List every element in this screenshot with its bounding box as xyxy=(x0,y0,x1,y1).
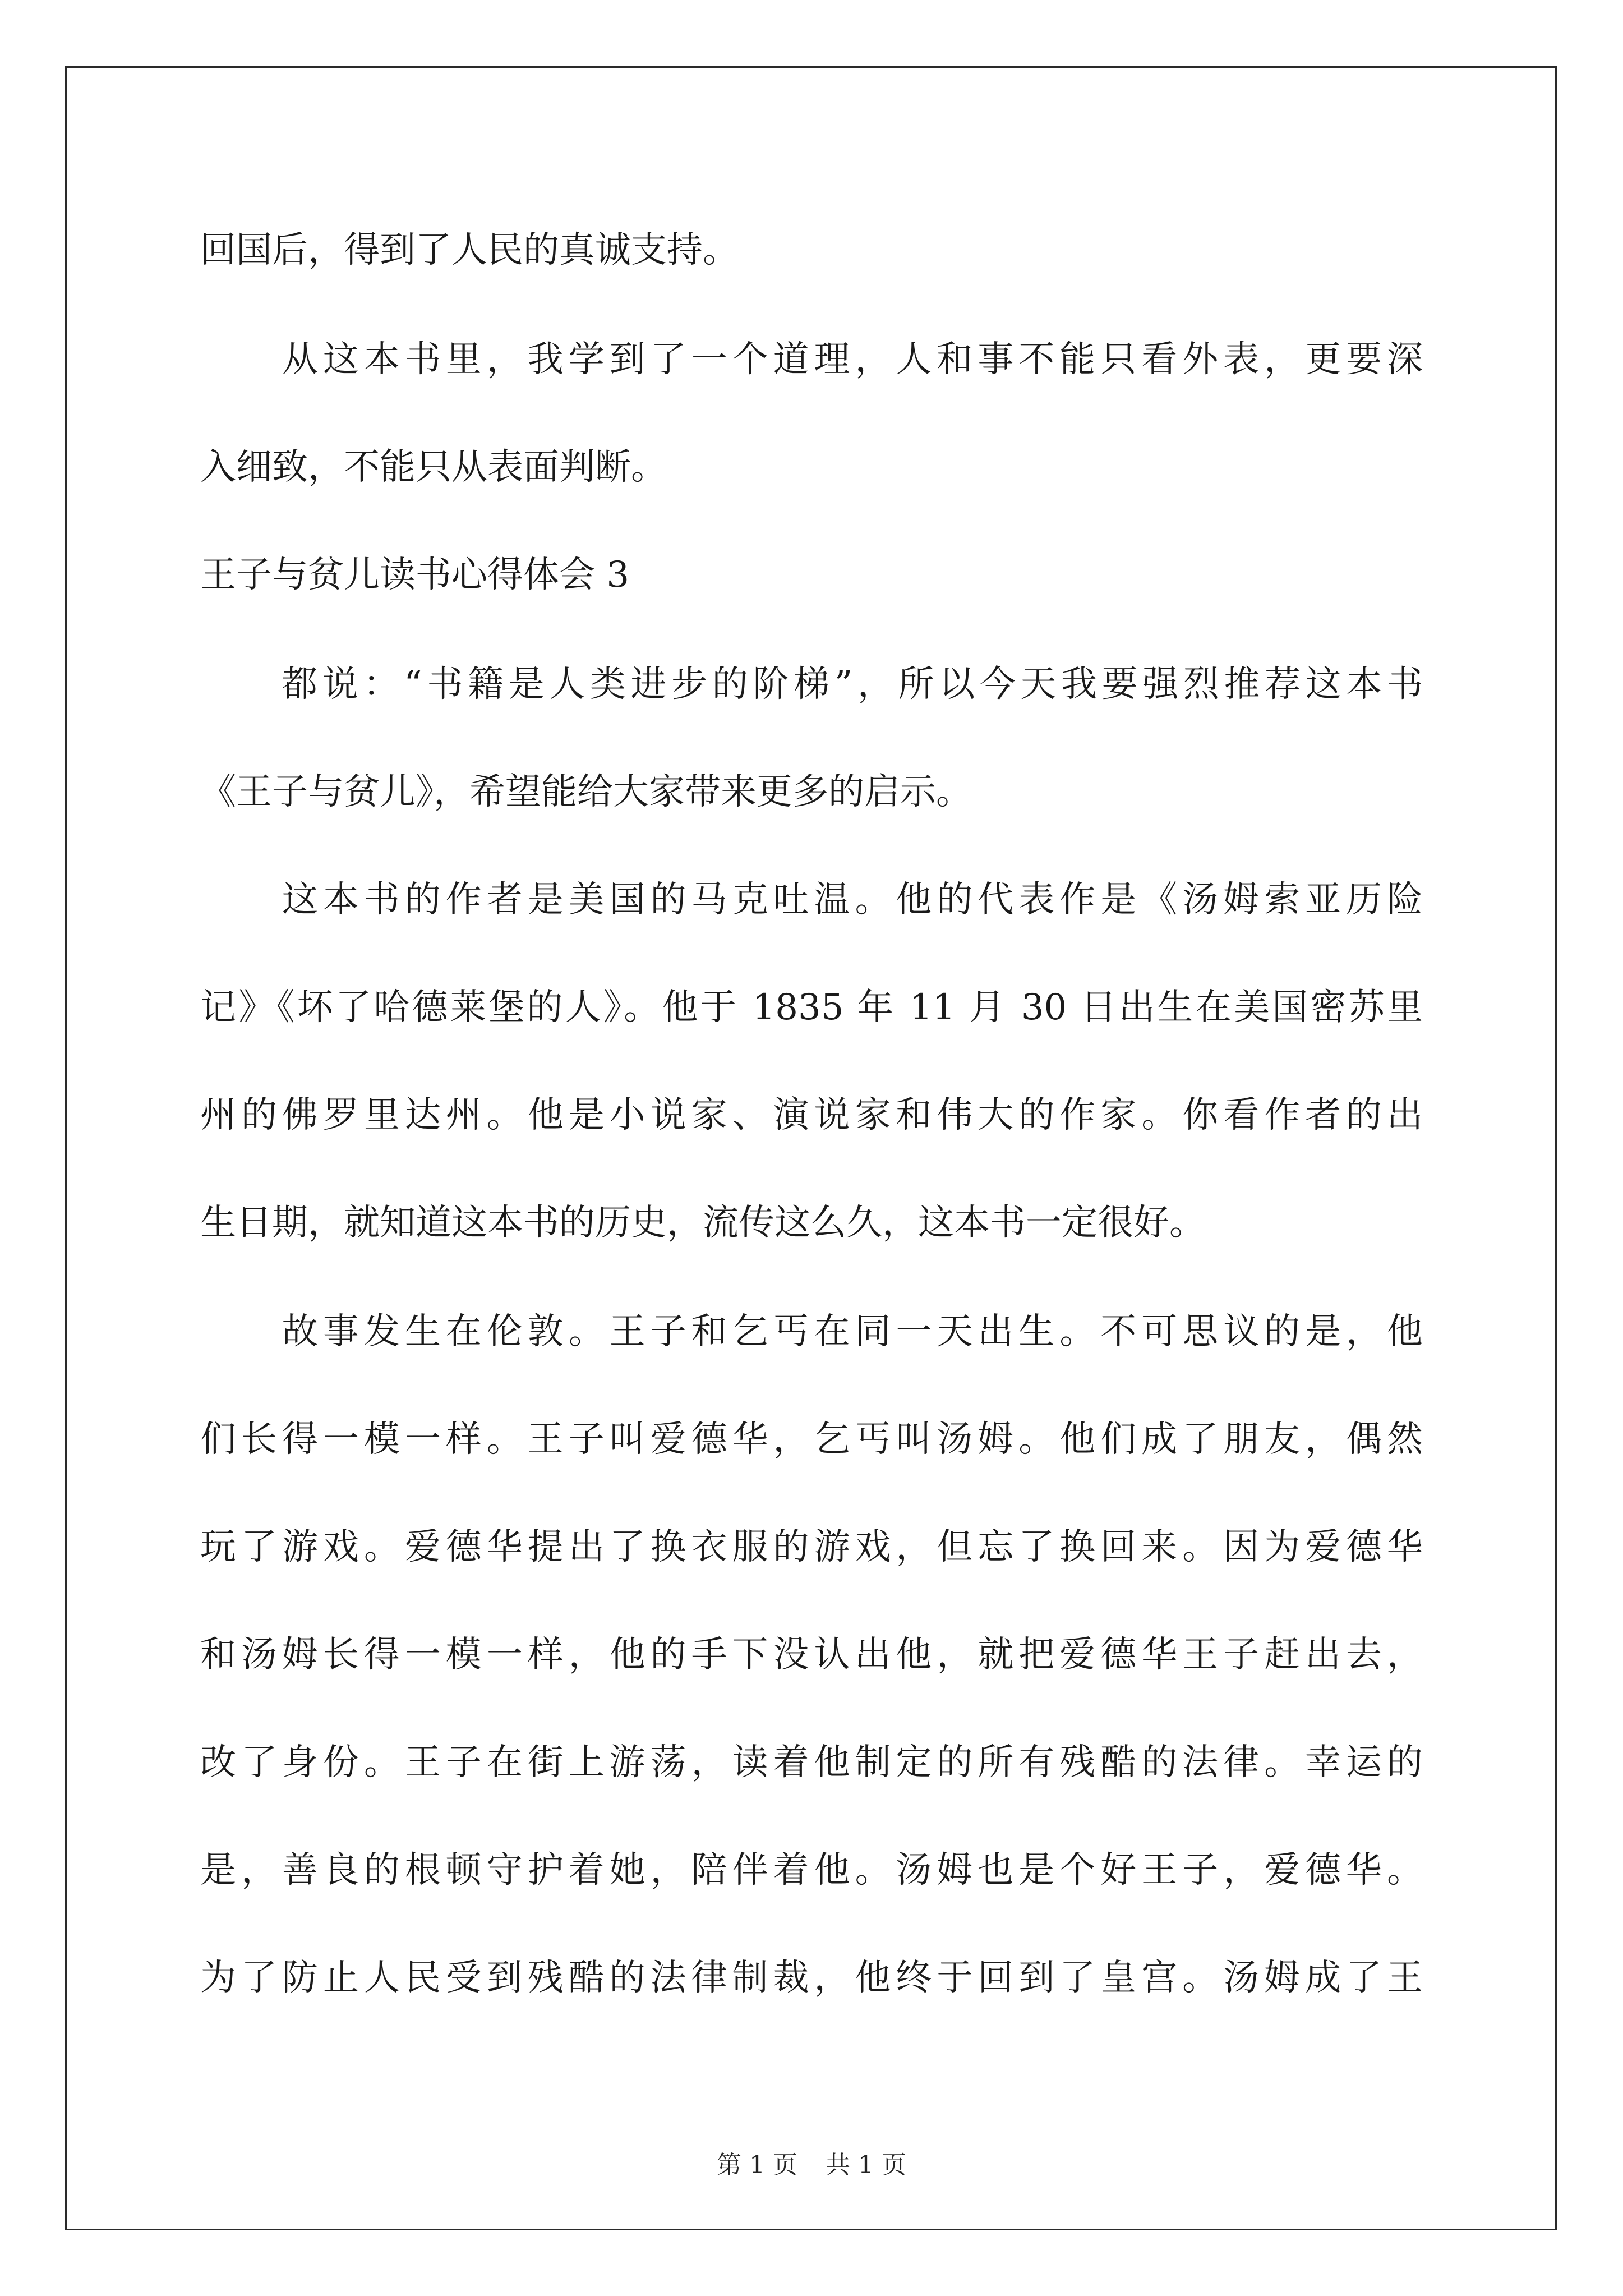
paragraph-line: 入细致，不能只从表面判断。 xyxy=(200,447,667,488)
paragraph-line: 改了身份。王子在街上游荡，读着他制定的所有残酷的法律。幸运的 xyxy=(200,1742,1423,1783)
paragraph-line: 故事发生在伦敦。王子和乞丐在同一天出生。不可思议的是，他 xyxy=(200,1311,1423,1352)
paragraph-line: 生日期，就知道这本书的历史，流传这么久，这本书一定很好。 xyxy=(200,1202,1205,1244)
section-heading: 王子与贫儿读书心得体会 3 xyxy=(200,554,630,596)
page-footer xyxy=(0,2148,1623,2182)
paragraph-line: 《王子与贫儿》，希望能给大家带来更多的启示。 xyxy=(200,771,972,813)
page-border xyxy=(65,66,1557,2230)
paragraph-line: 回国后，得到了人民的真诚支持。 xyxy=(200,229,739,271)
paragraph-line: 州的佛罗里达州。他是小说家、演说家和伟大的作家。你看作者的出 xyxy=(200,1094,1423,1136)
paragraph-line: 是，善良的根顿守护着她，陪伴着他。汤姆也是个好王子，爱德华。 xyxy=(200,1849,1423,1891)
page-total: 共 1 页 xyxy=(826,2151,906,2179)
paragraph-line: 们长得一模一样。王子叫爱德华，乞丐叫汤姆。他们成了朋友，偶然 xyxy=(200,1419,1423,1460)
paragraph-line: 玩了游戏。爱德华提出了换衣服的游戏，但忘了换回来。因为爱德华 xyxy=(200,1526,1423,1568)
paragraph-line: 从这本书里，我学到了一个道理，人和事不能只看外表，更要深 xyxy=(200,339,1423,380)
page-number: 第 1 页 xyxy=(717,2151,797,2179)
paragraph-line: 都说：“书籍是人类进步的阶梯”，所以今天我要强烈推荐这本书 xyxy=(200,664,1423,705)
paragraph-line: 和汤姆长得一模一样，他的手下没认出他，就把爱德华王子赶出去， xyxy=(200,1634,1423,1676)
paragraph-line: 这本书的作者是美国的马克吐温。他的代表作是《汤姆索亚历险 xyxy=(200,879,1423,921)
paragraph-line: 为了防止人民受到残酷的法律制裁，他终于回到了皇宫。汤姆成了王 xyxy=(200,1957,1423,1999)
paragraph-line: 记》《坏了哈德莱堡的人》。他于 1835 年 11 月 30 日出生在美国密苏里 xyxy=(200,987,1423,1028)
